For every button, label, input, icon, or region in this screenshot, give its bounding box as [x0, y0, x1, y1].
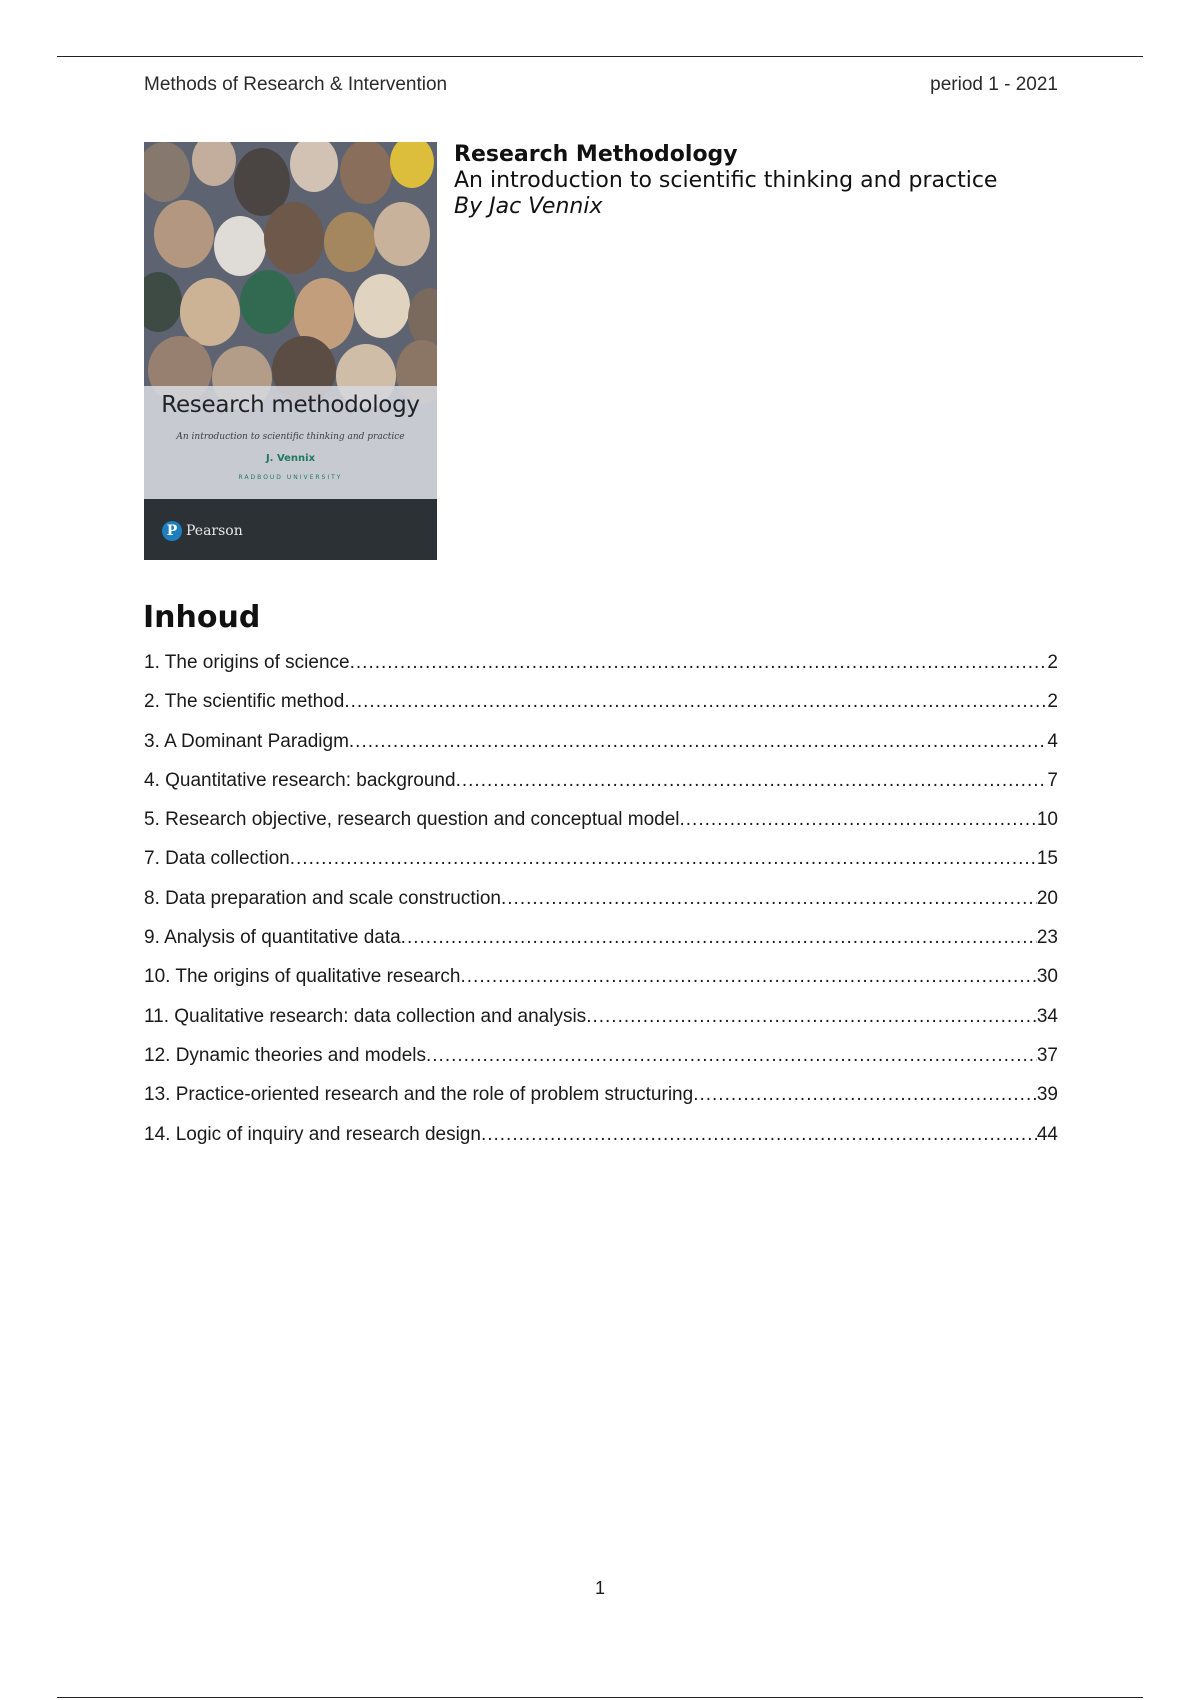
- cover-title: Research methodology: [161, 392, 420, 418]
- toc-entry-page: 37: [1036, 1044, 1058, 1066]
- toc-entry[interactable]: [144, 888, 1058, 927]
- toc-dot-leader: [481, 1124, 1037, 1146]
- table-of-contents: [144, 652, 1058, 1163]
- page-number: 1: [594, 1578, 605, 1598]
- toc-entry-label: 10. The origins of qualitative research: [144, 966, 461, 988]
- toc-entry-label: 3. A Dominant Paradigm: [144, 730, 349, 752]
- toc-dot-leader: [426, 1045, 1037, 1067]
- toc-dot-leader: [349, 731, 1048, 753]
- cover-footer: [144, 499, 437, 560]
- toc-entry-page: 4: [1047, 730, 1058, 752]
- toc-dot-leader: [501, 888, 1037, 910]
- toc-entry-page: 39: [1036, 1084, 1058, 1106]
- toc-entry-page: 7: [1047, 769, 1058, 791]
- toc-entry-page: 2: [1047, 691, 1058, 713]
- toc-heading: Inhoud: [143, 600, 261, 635]
- toc-entry[interactable]: [144, 1045, 1058, 1084]
- toc-entry[interactable]: [144, 1006, 1058, 1045]
- book-cover-image: [144, 142, 437, 560]
- toc-entry-label: 12. Dynamic theories and models: [144, 1044, 426, 1066]
- toc-entry[interactable]: [144, 966, 1058, 1005]
- toc-entry-page: 2: [1047, 652, 1058, 673]
- cover-author: J. Vennix: [265, 453, 316, 464]
- toc-entry[interactable]: [144, 1084, 1058, 1123]
- cover-subtitle: An introduction to scientific thinking and practice: [176, 432, 405, 442]
- toc-dot-leader: [461, 966, 1037, 988]
- toc-entry-label: 9. Analysis of quantitative data: [144, 927, 401, 949]
- toc-entry-page: 23: [1036, 927, 1058, 949]
- toc-dot-leader: [693, 1084, 1037, 1106]
- toc-dot-leader: [456, 770, 1048, 792]
- toc-entry[interactable]: [144, 809, 1058, 848]
- header-course-title: Methods of Research & Intervention: [144, 74, 448, 95]
- toc-entry-label: 13. Practice-oriented research and the role of problem structuring: [144, 1084, 694, 1106]
- cover-institution: RADBOUD UNIVERSITY: [238, 474, 343, 481]
- toc-entry-page: 10: [1036, 809, 1058, 831]
- toc-entry-label: 11. Qualitative research: data collection and analysis: [144, 1005, 587, 1027]
- toc-entry[interactable]: [144, 691, 1058, 730]
- toc-entry[interactable]: [144, 1124, 1058, 1163]
- toc-entry-label: 7. Data collection: [144, 848, 290, 870]
- toc-entry-page: 44: [1036, 1123, 1058, 1145]
- toc-entry[interactable]: [144, 770, 1058, 809]
- toc-entry[interactable]: [144, 731, 1058, 770]
- book-info: [454, 142, 997, 220]
- toc-dot-leader: [350, 652, 1048, 674]
- pearson-logo-icon: P: [162, 521, 182, 541]
- toc-entry-page: 34: [1036, 1005, 1058, 1027]
- page-header: [144, 74, 1058, 96]
- header-period: period 1 - 2021: [930, 74, 1058, 95]
- toc-entry-page: 20: [1036, 887, 1058, 909]
- toc-entry-label: 5. Research objective, research question and conceptual model: [144, 809, 680, 831]
- toc-dot-leader: [344, 691, 1047, 713]
- book-author: By Jac Vennix: [454, 194, 603, 219]
- toc-entry-page: 15: [1036, 848, 1058, 870]
- toc-dot-leader: [401, 927, 1037, 949]
- toc-dot-leader: [586, 1006, 1037, 1028]
- toc-entry[interactable]: [144, 848, 1058, 887]
- book-title: Research Methodology: [454, 142, 738, 167]
- toc-entry-label: 2. The scientific method: [144, 691, 345, 713]
- top-rule: [57, 56, 1143, 57]
- toc-entry[interactable]: [144, 652, 1058, 691]
- publisher-name: Pearson: [186, 523, 243, 539]
- book-subtitle: An introduction to scientific thinking and practice: [454, 168, 998, 193]
- toc-entry-page: 30: [1036, 966, 1058, 988]
- toc-entry-label: 8. Data preparation and scale construction: [144, 887, 501, 909]
- bottom-rule: [57, 1697, 1143, 1698]
- toc-entry[interactable]: [144, 927, 1058, 966]
- toc-entry-label: 14. Logic of inquiry and research design: [144, 1123, 481, 1145]
- toc-entry-label: 4. Quantitative research: background: [144, 769, 456, 791]
- toc-dot-leader: [680, 809, 1037, 831]
- toc-dot-leader: [290, 848, 1037, 870]
- toc-entry-label: 1. The origins of science: [144, 652, 350, 673]
